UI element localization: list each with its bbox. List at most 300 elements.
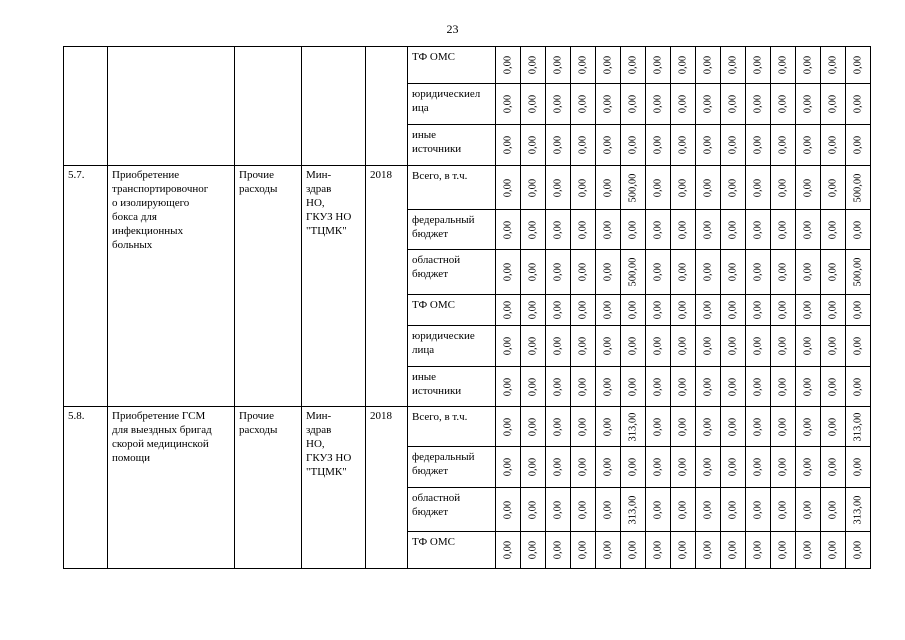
- amount-value: 0,00: [652, 336, 664, 356]
- amount-value: 0,00: [602, 417, 614, 436]
- amount-cell: [571, 488, 596, 532]
- table-row: [64, 166, 871, 210]
- amount-cell: [646, 367, 671, 407]
- amount-cell: [721, 295, 746, 326]
- amount-cell: [521, 210, 546, 250]
- amount-value: 0,00: [702, 336, 714, 356]
- amount-value: 0,00: [827, 457, 839, 477]
- amount-cell: [546, 367, 571, 407]
- amount-value: 0,00: [727, 540, 739, 560]
- amount-value: 0,00: [577, 55, 589, 75]
- funding-source-line: ТФ ОМС: [412, 51, 455, 63]
- funding-source-line: лица: [412, 344, 435, 356]
- amount-cell: [521, 166, 546, 210]
- amount-cell: [746, 367, 771, 407]
- expense-type-line: Прочие: [239, 410, 274, 422]
- amount-value: 0,00: [677, 457, 689, 477]
- amount-cell: [721, 367, 746, 407]
- executor-cell: [302, 47, 366, 166]
- amount-cell: [571, 125, 596, 166]
- amount-value: 0,00: [702, 457, 714, 477]
- measure-title-line: для выездных бригад: [112, 424, 212, 436]
- amount-cell: [846, 47, 871, 84]
- amount-value: 0,00: [602, 178, 614, 197]
- amount-cell: [496, 84, 521, 125]
- amount-cell: [771, 447, 796, 488]
- amount-cell: [821, 47, 846, 84]
- amount-cell: [696, 250, 721, 295]
- amount-value: 0,00: [627, 300, 639, 320]
- amount-cell: [771, 210, 796, 250]
- amount-cell: [671, 326, 696, 367]
- amount-value: 0,00: [702, 300, 714, 320]
- funding-source-cell: [408, 295, 496, 326]
- funding-source-cell: [408, 407, 496, 447]
- amount-value: 0,00: [627, 220, 639, 239]
- amount-cell: [596, 84, 621, 125]
- amount-cell: [846, 407, 871, 447]
- amount-cell: [496, 250, 521, 295]
- amount-value: 0,00: [727, 457, 739, 477]
- amount-cell: [846, 84, 871, 125]
- expense-type-cell: [235, 47, 302, 166]
- amount-value: 0,00: [702, 178, 714, 197]
- amount-value: 0,00: [727, 178, 739, 197]
- amount-cell: [646, 447, 671, 488]
- amount-value: 0,00: [677, 94, 689, 114]
- funding-source-cell: [408, 84, 496, 125]
- amount-cell: [521, 250, 546, 295]
- amount-cell: [596, 532, 621, 569]
- amount-value: 0,00: [577, 540, 589, 560]
- funding-source-line: бюджет: [412, 268, 448, 280]
- amount-value: 0,00: [702, 220, 714, 239]
- amount-value: 0,00: [752, 377, 764, 396]
- amount-value: 0,00: [777, 178, 789, 197]
- funding-source-line: источники: [412, 385, 462, 397]
- amount-value: 0,00: [802, 220, 814, 239]
- amount-cell: [496, 295, 521, 326]
- amount-cell: [821, 295, 846, 326]
- amount-value: 0,00: [602, 94, 614, 114]
- amount-value: 0,00: [802, 135, 814, 155]
- amount-value: 0,00: [652, 94, 664, 114]
- amount-cell: [546, 488, 571, 532]
- amount-value: 0,00: [727, 94, 739, 114]
- amount-cell: [596, 250, 621, 295]
- amount-cell: [796, 447, 821, 488]
- amount-value: 0,00: [552, 500, 564, 519]
- amount-cell: [646, 407, 671, 447]
- amount-cell: [771, 367, 796, 407]
- measure-title-line: бокса для: [112, 211, 157, 223]
- amount-value: 0,00: [652, 220, 664, 239]
- amount-cell: [596, 295, 621, 326]
- amount-value: 0,00: [852, 336, 864, 356]
- measure-title-line: больных: [112, 239, 153, 251]
- amount-value: 0,00: [627, 55, 639, 75]
- amount-cell: [821, 488, 846, 532]
- amount-value: 0,00: [577, 300, 589, 320]
- amount-cell: [546, 210, 571, 250]
- table-row: [64, 407, 871, 447]
- amount-cell: [646, 210, 671, 250]
- amount-cell: [496, 47, 521, 84]
- amount-cell: [646, 532, 671, 569]
- amount-cell: [596, 166, 621, 210]
- amount-cell: [746, 125, 771, 166]
- amount-value: 0,00: [827, 94, 839, 114]
- amount-cell: [796, 47, 821, 84]
- amount-cell: [721, 250, 746, 295]
- amount-value: 0,00: [552, 377, 564, 396]
- funding-source-line: юридические: [412, 330, 475, 342]
- amount-cell: [821, 210, 846, 250]
- amount-cell: [696, 166, 721, 210]
- amount-cell: [846, 447, 871, 488]
- amount-cell: [596, 367, 621, 407]
- amount-cell: [821, 125, 846, 166]
- funding-source-line: юридическиел: [412, 88, 481, 100]
- amount-value: 0,00: [727, 336, 739, 356]
- amount-value: 0,00: [577, 178, 589, 197]
- amount-cell: [546, 47, 571, 84]
- amount-value: 0,00: [777, 300, 789, 320]
- amount-cell: [796, 210, 821, 250]
- amount-cell: [496, 210, 521, 250]
- amount-value: 0,00: [827, 300, 839, 320]
- amount-cell: [496, 125, 521, 166]
- amount-value: 500,00: [852, 173, 864, 202]
- amount-value: 0,00: [527, 220, 539, 239]
- amount-value: 0,00: [777, 417, 789, 436]
- amount-value: 0,00: [552, 417, 564, 436]
- amount-value: 0,00: [627, 135, 639, 155]
- amount-cell: [521, 125, 546, 166]
- amount-value: 0,00: [802, 377, 814, 396]
- amount-cell: [646, 84, 671, 125]
- amount-cell: [696, 47, 721, 84]
- amount-value: 0,00: [702, 500, 714, 519]
- year-cell: 2018: [366, 407, 408, 569]
- amount-cell: [521, 47, 546, 84]
- funding-source-cell: [408, 367, 496, 407]
- amount-cell: [846, 295, 871, 326]
- amount-value: 0,00: [552, 300, 564, 320]
- amount-value: 0,00: [552, 55, 564, 75]
- amount-cell: [521, 326, 546, 367]
- amount-cell: [746, 488, 771, 532]
- funding-source-line: бюджет: [412, 506, 448, 518]
- expense-type-line: расходы: [239, 424, 278, 436]
- amount-cell: [846, 326, 871, 367]
- amount-value: 0,00: [602, 336, 614, 356]
- amount-value: 0,00: [577, 377, 589, 396]
- executor-line: здрав: [306, 183, 332, 195]
- amount-cell: [696, 367, 721, 407]
- amount-value: 0,00: [752, 336, 764, 356]
- amount-cell: [671, 407, 696, 447]
- amount-cell: [746, 84, 771, 125]
- amount-cell: [621, 295, 646, 326]
- amount-value: 0,00: [727, 220, 739, 239]
- amount-cell: [671, 166, 696, 210]
- amount-cell: [546, 84, 571, 125]
- executor-line: Мин-: [306, 410, 332, 422]
- amount-value: 0,00: [577, 220, 589, 239]
- funding-source-cell: [408, 166, 496, 210]
- amount-cell: [771, 166, 796, 210]
- row-number-cell: 5.7.: [64, 166, 108, 407]
- amount-cell: [671, 295, 696, 326]
- amount-value: 0,00: [677, 336, 689, 356]
- amount-cell: [496, 447, 521, 488]
- amount-value: 0,00: [527, 55, 539, 75]
- amount-cell: [746, 447, 771, 488]
- amount-value: 0,00: [552, 336, 564, 356]
- amount-value: 0,00: [852, 377, 864, 396]
- executor-line: НО,: [306, 438, 325, 450]
- executor-line: ГКУЗ НО: [306, 211, 352, 223]
- amount-value: 0,00: [502, 220, 514, 239]
- funding-source-line: иные: [412, 371, 437, 383]
- amount-value: 0,00: [727, 55, 739, 75]
- amount-cell: [721, 84, 746, 125]
- amount-cell: [696, 447, 721, 488]
- amount-value: 0,00: [677, 262, 689, 282]
- amount-value: 313,00: [627, 495, 639, 524]
- amount-value: 0,00: [752, 500, 764, 519]
- amount-value: 0,00: [752, 55, 764, 75]
- funding-source-line: федеральный: [412, 451, 475, 463]
- amount-cell: [846, 210, 871, 250]
- amount-cell: [746, 532, 771, 569]
- amount-cell: [746, 295, 771, 326]
- amount-value: 0,00: [777, 500, 789, 519]
- amount-value: 0,00: [702, 135, 714, 155]
- measure-title-cell: [108, 166, 235, 407]
- funding-source-line: ТФ ОМС: [412, 536, 455, 548]
- measure-title-cell: [108, 407, 235, 569]
- amount-cell: [646, 125, 671, 166]
- amount-value: 0,00: [702, 540, 714, 560]
- amount-cell: [696, 295, 721, 326]
- amount-value: 0,00: [602, 377, 614, 396]
- amount-value: 0,00: [627, 540, 639, 560]
- amount-cell: [646, 295, 671, 326]
- amount-cell: [521, 84, 546, 125]
- amount-value: 0,00: [777, 135, 789, 155]
- measure-title-line: Приобретение: [112, 169, 180, 181]
- amount-value: 0,00: [527, 178, 539, 197]
- amount-cell: [771, 295, 796, 326]
- amount-cell: [496, 532, 521, 569]
- amount-cell: [671, 447, 696, 488]
- amount-value: 0,00: [677, 300, 689, 320]
- amount-cell: [621, 367, 646, 407]
- amount-cell: [621, 488, 646, 532]
- amount-value: 0,00: [777, 540, 789, 560]
- funding-source-cell: [408, 125, 496, 166]
- amount-value: 0,00: [527, 262, 539, 282]
- amount-value: 0,00: [802, 540, 814, 560]
- expense-type-cell: [235, 166, 302, 407]
- financing-table: [63, 46, 871, 569]
- amount-cell: [671, 488, 696, 532]
- amount-value: 0,00: [627, 336, 639, 356]
- funding-source-line: бюджет: [412, 465, 448, 477]
- amount-value: 0,00: [702, 94, 714, 114]
- amount-value: 0,00: [827, 178, 839, 197]
- amount-cell: [646, 166, 671, 210]
- amount-cell: [846, 532, 871, 569]
- measure-title-line: инфекционных: [112, 225, 184, 237]
- amount-value: 0,00: [852, 457, 864, 477]
- amount-cell: [546, 447, 571, 488]
- amount-value: 0,00: [552, 540, 564, 560]
- amount-value: 0,00: [827, 220, 839, 239]
- funding-source-cell: [408, 447, 496, 488]
- amount-value: 0,00: [602, 55, 614, 75]
- amount-cell: [821, 532, 846, 569]
- amount-value: 313,00: [627, 412, 639, 441]
- amount-value: 0,00: [527, 300, 539, 320]
- amount-value: 0,00: [802, 300, 814, 320]
- amount-cell: [696, 532, 721, 569]
- amount-cell: [596, 125, 621, 166]
- amount-value: 0,00: [602, 500, 614, 519]
- page-number: 23: [446, 22, 459, 36]
- executor-line: "ТЦМК": [306, 225, 347, 237]
- amount-value: 0,00: [777, 55, 789, 75]
- year-cell: [366, 47, 408, 166]
- amount-cell: [696, 326, 721, 367]
- amount-value: 0,00: [627, 457, 639, 477]
- amount-cell: [521, 488, 546, 532]
- amount-cell: [746, 407, 771, 447]
- amount-cell: [496, 367, 521, 407]
- amount-value: 0,00: [502, 178, 514, 197]
- amount-value: 0,00: [502, 55, 514, 75]
- amount-value: 0,00: [627, 94, 639, 114]
- amount-value: 0,00: [802, 336, 814, 356]
- amount-value: 0,00: [577, 500, 589, 519]
- amount-value: 0,00: [502, 457, 514, 477]
- amount-cell: [596, 210, 621, 250]
- amount-cell: [721, 125, 746, 166]
- amount-cell: [621, 47, 646, 84]
- executor-line: Мин-: [306, 169, 332, 181]
- amount-value: 0,00: [527, 457, 539, 477]
- amount-cell: [521, 295, 546, 326]
- amount-cell: [721, 166, 746, 210]
- amount-value: 0,00: [752, 178, 764, 197]
- amount-value: 0,00: [702, 55, 714, 75]
- amount-cell: [546, 295, 571, 326]
- amount-cell: [696, 488, 721, 532]
- amount-value: 0,00: [802, 500, 814, 519]
- amount-value: 0,00: [652, 135, 664, 155]
- amount-value: 0,00: [552, 135, 564, 155]
- amount-value: 0,00: [777, 457, 789, 477]
- amount-cell: [646, 488, 671, 532]
- amount-cell: [671, 125, 696, 166]
- amount-cell: [571, 84, 596, 125]
- amount-cell: [546, 250, 571, 295]
- amount-cell: [571, 295, 596, 326]
- amount-value: 0,00: [527, 417, 539, 436]
- funding-source-line: бюджет: [412, 228, 448, 240]
- amount-cell: [721, 47, 746, 84]
- amount-value: 0,00: [502, 135, 514, 155]
- executor-line: здрав: [306, 424, 332, 436]
- measure-title-line: скорой медицинской: [112, 438, 209, 450]
- funding-source-line: иные: [412, 129, 437, 141]
- funding-source-line: ица: [412, 102, 429, 114]
- executor-cell: [302, 166, 366, 407]
- amount-value: 0,00: [677, 178, 689, 197]
- amount-value: 0,00: [652, 178, 664, 197]
- amount-value: 500,00: [627, 173, 639, 202]
- amount-value: 0,00: [852, 55, 864, 75]
- amount-cell: [546, 532, 571, 569]
- amount-cell: [721, 532, 746, 569]
- amount-cell: [796, 250, 821, 295]
- amount-value: 0,00: [727, 500, 739, 519]
- amount-cell: [771, 407, 796, 447]
- row-number-cell: [64, 47, 108, 166]
- amount-cell: [571, 210, 596, 250]
- funding-source-line: источники: [412, 143, 462, 155]
- amount-cell: [571, 447, 596, 488]
- funding-source-cell: [408, 210, 496, 250]
- amount-value: 0,00: [727, 377, 739, 396]
- amount-cell: [671, 367, 696, 407]
- amount-value: 0,00: [777, 262, 789, 282]
- amount-value: 0,00: [777, 377, 789, 396]
- amount-cell: [821, 447, 846, 488]
- executor-line: ГКУЗ НО: [306, 452, 352, 464]
- amount-cell: [621, 326, 646, 367]
- amount-value: 0,00: [502, 540, 514, 560]
- amount-cell: [621, 532, 646, 569]
- amount-value: 0,00: [652, 55, 664, 75]
- funding-source-line: областной: [412, 492, 461, 504]
- amount-value: 0,00: [677, 500, 689, 519]
- amount-cell: [746, 210, 771, 250]
- measure-title-cell: [108, 47, 235, 166]
- amount-cell: [771, 532, 796, 569]
- amount-value: 0,00: [752, 135, 764, 155]
- amount-cell: [621, 166, 646, 210]
- amount-value: 0,00: [702, 262, 714, 282]
- amount-cell: [496, 488, 521, 532]
- amount-cell: [671, 84, 696, 125]
- amount-cell: [771, 250, 796, 295]
- amount-cell: [596, 326, 621, 367]
- amount-value: 0,00: [752, 300, 764, 320]
- amount-value: 0,00: [602, 135, 614, 155]
- amount-cell: [821, 84, 846, 125]
- amount-value: 0,00: [652, 500, 664, 519]
- amount-cell: [796, 407, 821, 447]
- amount-cell: [821, 250, 846, 295]
- amount-value: 0,00: [827, 500, 839, 519]
- row-number-cell: 5.8.: [64, 407, 108, 569]
- amount-value: 0,00: [577, 135, 589, 155]
- amount-value: 0,00: [727, 262, 739, 282]
- amount-cell: [846, 250, 871, 295]
